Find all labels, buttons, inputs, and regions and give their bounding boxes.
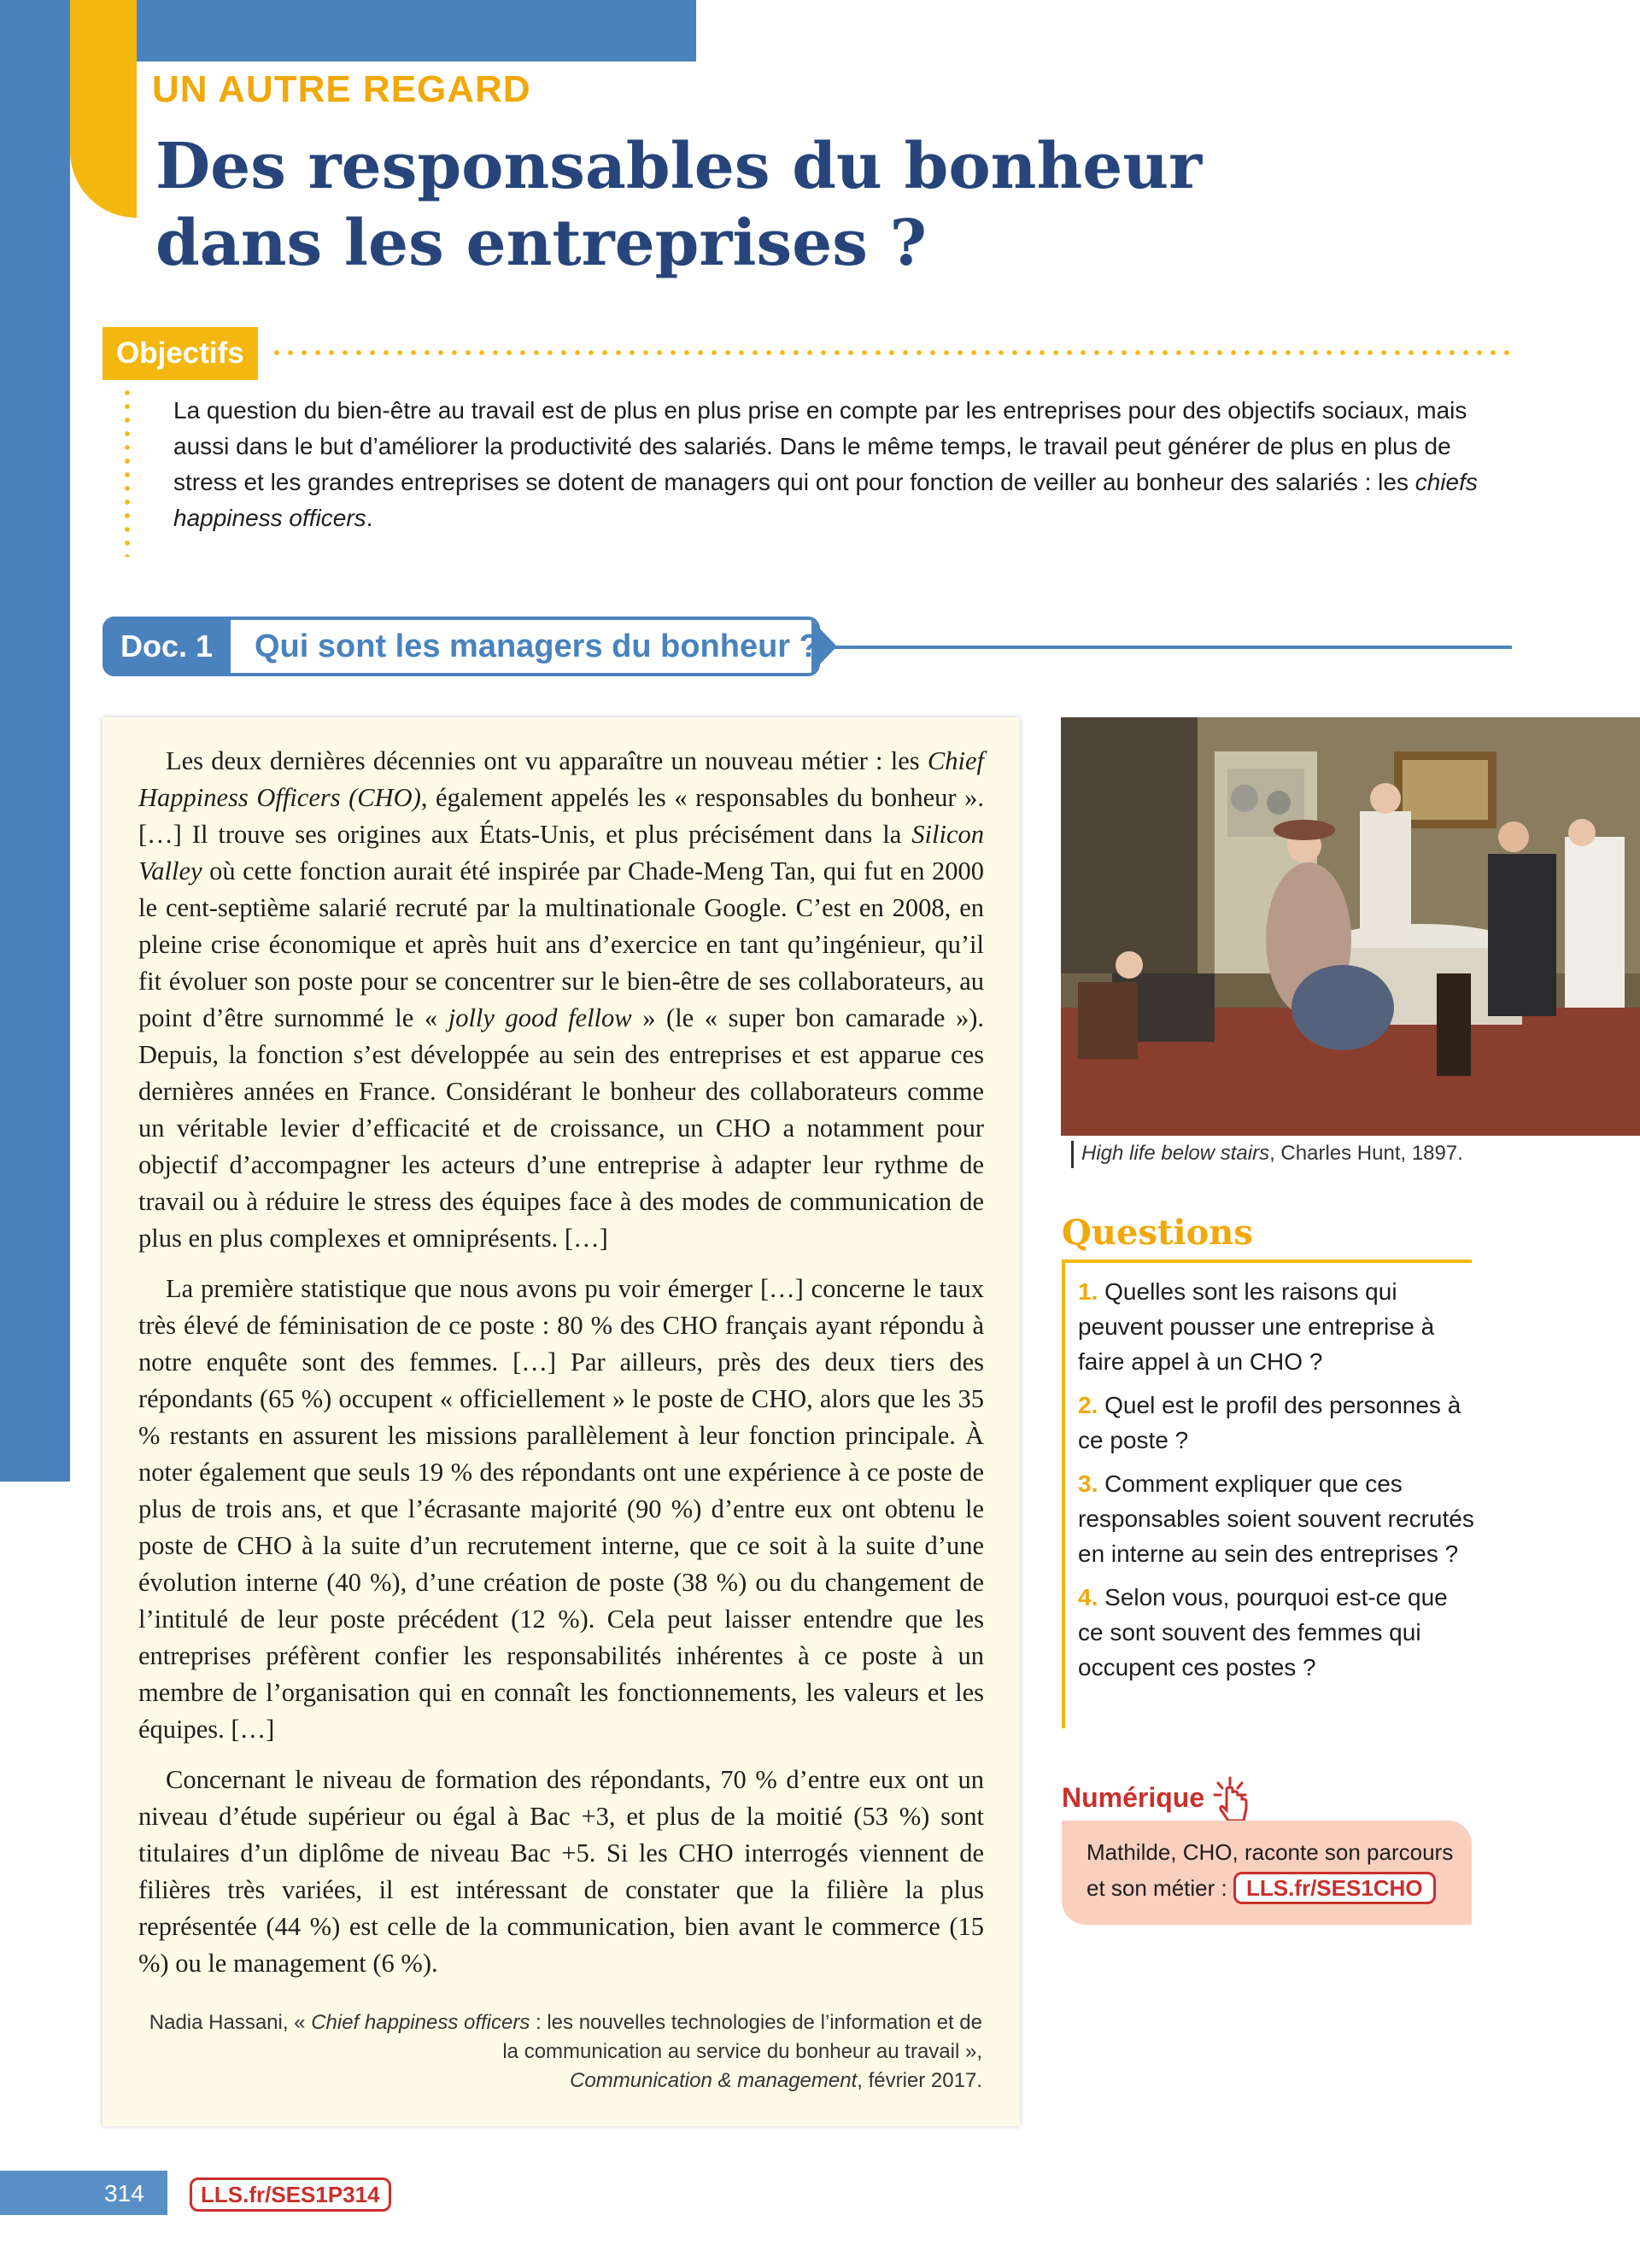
doc-paragraph-3: Concernant le niveau de formation des répondants, 70 % d’entre eux ont un niveau d’étude supérieur ou égal à Bac +3, et plus de la moitié (53 %) sont titulaires d’un diplôme de niveau Bac +5. Si les CHO interrogés viennent de filières très variées, il est intéressant de constater que la filière la plus représentée (44 %) est celle de la communication, bien avant le commerce (15 %) ou le management (6 %). [138,1765,984,1978]
numerique-link[interactable]: LLS.fr/SES1CHO [1233,1872,1436,1904]
question-text: Comment expliquer que ces responsables soient souvent recrutés en interne au sein des entreprises ? [1078,1470,1474,1567]
text-italic: Silicon Valley [138,820,984,886]
question-item [1078,1466,1479,1571]
source-date: , février 2017. [857,2069,982,2092]
question-text: Quelles sont les raisons qui peuvent pousser une entreprise à faire appel à un CHO ? [1078,1278,1435,1375]
document-text-box [102,717,1020,2126]
doc-title: Qui sont les managers du bonheur ? [255,628,819,664]
tap-hand-icon-graphic [1206,1774,1257,1826]
source-journal: Communication & management [570,2069,858,2092]
text-run: Les deux dernières décennies ont vu apparaître un nouveau métier : les [166,746,928,775]
objectifs-text-italic: chiefs happiness officers [173,469,1478,531]
left-blue-band [0,0,70,1482]
page-title: Des responsables du bonheur dans les entreprises ? [155,130,1203,280]
doc-header-rule [833,646,1512,649]
painting-caption [1081,1142,1463,1166]
objectifs-text [173,393,1489,536]
objectifs-dotted-side [125,386,130,557]
question-item [1078,1274,1479,1379]
caption-title: High life below stairs [1081,1142,1270,1165]
painting-image [1061,717,1640,1136]
tap-hand-icon [1206,1774,1257,1826]
objectifs-dotted-rule [270,350,1513,355]
caption-rest: , Charles Hunt, 1897. [1269,1142,1463,1165]
doc-source [128,2008,982,2096]
section-kicker: UN AUTRE REGARD [152,68,531,110]
source-part: : les nouvelles technologies de l’information et de la communication au service du bonheur au travail », [502,2011,982,2063]
question-number: 2. [1078,1392,1098,1418]
question-number: 4. [1078,1584,1098,1610]
doc-number: Doc. 1 [102,617,231,676]
painting-illustration [1061,717,1640,1136]
questions-underline [1062,1260,1472,1263]
text-run: , également appelés les « responsables du bonheur ». […] Il trouve ses origines aux États-Unis, et plus précisément dans la [138,783,984,849]
questions-list [1078,1274,1479,1693]
question-item [1078,1580,1479,1685]
caption-marker [1071,1141,1074,1168]
objectifs-text-end: . [366,505,373,531]
text-run: » (le « super bon camarade »). Depuis, la fonction s’est développée au sein des entreprises et est apparue ces dernières années en France. Considérant le bonheur des collaborateurs comme un véritable levier d’efficacité et de croissance, un CHO a notamment pour objectif d’accompagner les acteurs d’une entreprise à adapter leur rythme de travail ou à réduire le stress des équipes face à des modes de communication de plus en plus complexes et omniprésents. […] [138,1003,984,1253]
objectifs-label: Objectifs [102,327,258,380]
question-number: 1. [1078,1278,1098,1305]
doc-paragraph-1 [138,743,984,1257]
header-yellow-tab [70,0,137,218]
doc-paragraph-2: La première statistique que nous avons pu voir émerger […] concerne le taux très élevé de féminisation de ce poste : 80 % des CHO français ayant répondu à notre enquête sont des femmes. […] Par ailleurs, près des deux tiers des répondants (65 %) occupent « officiellement » le poste de CHO, alors que les 35 % restants en assurent les missions parallèlement à leur fonction principale. À noter également que seuls 19 % des répondants ont une expérience à ce poste de plus de trois ans, et que l’écrasante majorité (90 %) d’entre eux ont obtenu le poste de CHO à la suite d’un recrutement interne, que ce soit à la suite d’une évolution interne (40 %), d’une création de poste (38 %) ou du changement de l’intitulé de leur poste précédent (12 %). Cela peut laisser entendre que les entreprises préfèrent confier les responsabilités inhérentes à ce poste à un membre de l’organisation qui en connaît les fonctionnements, les valeurs et les équipes. […] [138,1274,984,1744]
objectifs-text-part: La question du bien-être au travail est de plus en plus prise en compte par les entreprises pour des objectifs sociaux, mais aussi dans le but d’améliorer la productivité des salariés. Dans le même temps, le travail peut générer de plus en plus de stress et les grandes entreprises se dotent de managers qui ont pour fonction de veiller au bonheur des salariés : les [173,397,1467,495]
questions-heading: Questions [1062,1213,1253,1253]
questions-side-rule [1062,1263,1065,1728]
text-italic: jolly good fellow [448,1003,632,1032]
numerique-description: Mathilde, CHO, raconte son parcours et son métier : [1086,1839,1454,1901]
question-item [1078,1388,1479,1458]
question-number: 3. [1078,1470,1098,1497]
page-number: 314 [104,2180,144,2207]
question-text: Selon vous, pourquoi est-ce que ce sont souvent des femmes qui occupent ces postes ? [1078,1584,1448,1681]
text-italic: Chief Happiness Officers (CHO) [138,746,984,812]
numerique-heading: Numérique [1062,1782,1205,1813]
text-run: où cette fonction aurait été inspirée par Chade-Meng Tan, qui fut en 2000 le cent-septième salarié recruté par la multinationale Google. C’est en 2008, en pleine crise économique et après huit ans d’exercice en tant qu’ingénieur, qu’il fit évoluer son poste pour se concentrer sur le bien-être de ses collaborateurs, au point d’être surnommé le « [138,856,984,1032]
footer-link[interactable]: LLS.fr/SES1P314 [190,2177,391,2212]
question-text: Quel est le profil des personnes à ce poste ? [1078,1392,1461,1453]
source-part: Nadia Hassani, « [149,2011,312,2034]
source-italic: Chief happiness officers [311,2011,530,2034]
numerique-text [1086,1834,1462,1906]
